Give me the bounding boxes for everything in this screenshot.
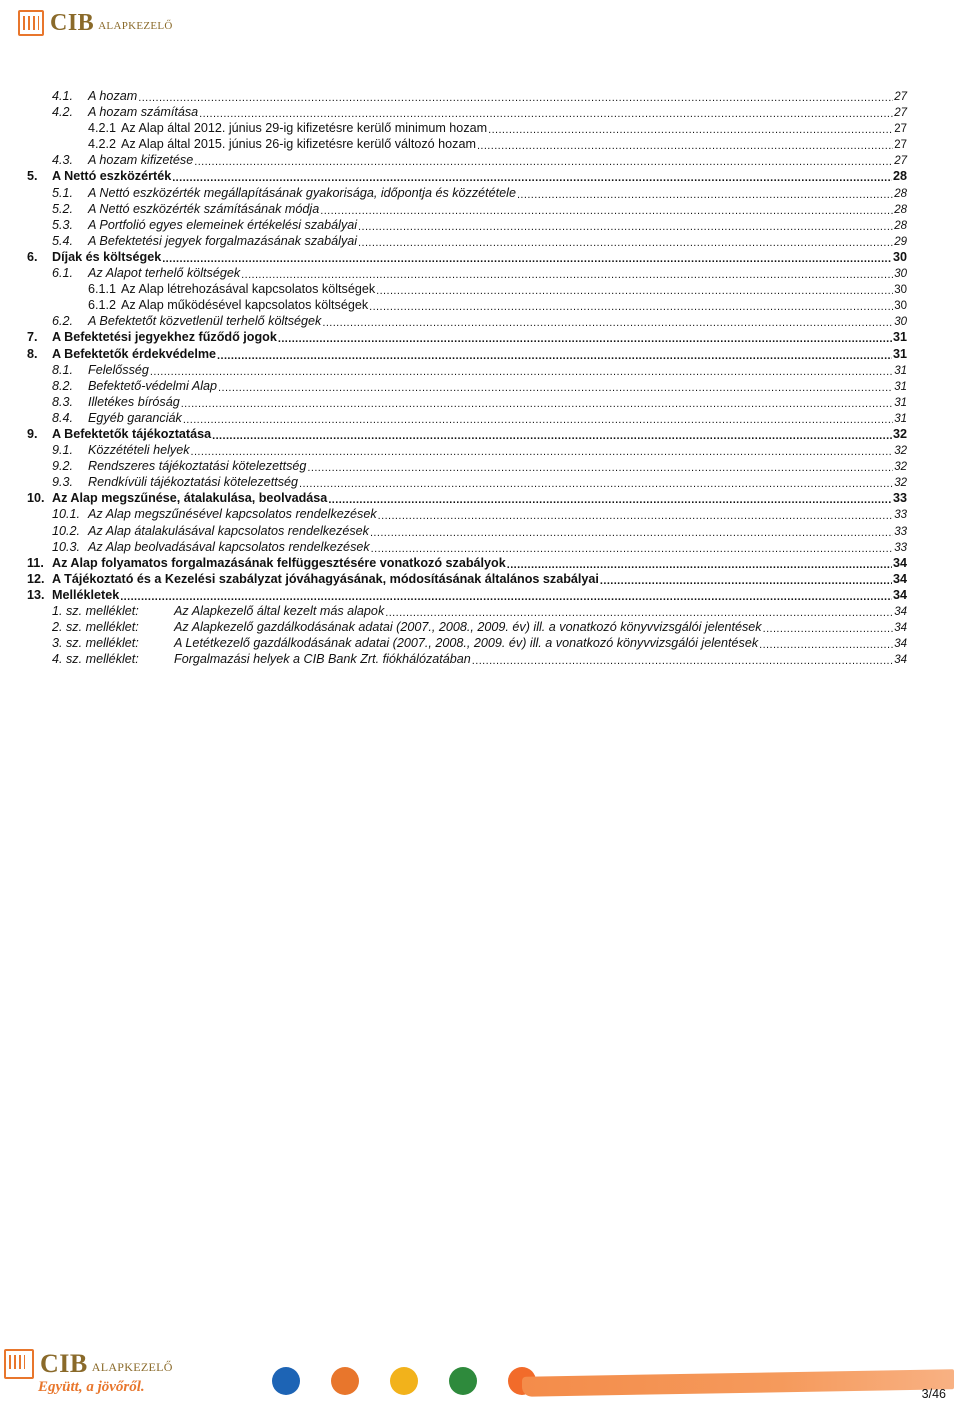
toc-dot-leader [212, 427, 892, 439]
toc-entry[interactable] [27, 104, 907, 120]
toc-entry-number: 8.1. [52, 362, 74, 377]
toc-entry-page: 27 [894, 123, 907, 136]
toc-entry[interactable] [27, 136, 907, 152]
toc-entry-page: 28 [892, 169, 907, 184]
toc-entry[interactable] [27, 539, 907, 555]
footer-slogan: Együtt, a jövőről. [38, 1379, 145, 1395]
footer-dot-icon [331, 1367, 359, 1395]
toc-entry[interactable] [27, 442, 907, 458]
toc-entry-page: 28 [894, 187, 907, 200]
toc-entry-number: 10.1. [52, 507, 81, 522]
toc-dot-leader [194, 153, 893, 165]
cib-logo-icon [4, 1349, 34, 1379]
toc-entry-title: A hozam kifizetése [88, 153, 194, 168]
toc-entry-page: 27 [894, 107, 907, 120]
toc-entry-number: 4.1. [52, 89, 74, 103]
toc-dot-leader [322, 314, 893, 326]
toc-entry-title: A hozam [88, 89, 138, 103]
toc-entry-page: 30 [894, 316, 907, 329]
toc-entry-number: 7. [27, 330, 38, 345]
toc-entry-number: 6.2. [52, 314, 74, 329]
toc-entry-number: 5.1. [52, 185, 74, 200]
toc-entry[interactable] [27, 281, 907, 297]
toc-entry[interactable] [27, 120, 907, 136]
toc-entry-title: Az Alap működésével kapcsolatos költségek [121, 298, 369, 313]
toc-entry[interactable] [27, 233, 907, 249]
toc-entry[interactable] [27, 185, 907, 201]
toc-entry-number: 6.1.1 [88, 282, 117, 297]
toc-entry-title: Közzétételi helyek [88, 443, 190, 458]
footer-dot-icon [272, 1367, 300, 1395]
toc-entry-title: A Nettó eszközérték megállapításának gyakorisága, időpontja és közzététele [88, 185, 516, 200]
toc-entry-title: Az Alapkezelő gazdálkodásának adatai (2007., 2008., 2009. év) ill. a vonatkozó könyvvizsgálói jelentések [174, 620, 762, 635]
toc-entry-page: 27 [894, 139, 907, 152]
toc-entry-title: A Nettó eszközérték számításának módja [88, 201, 320, 216]
toc-dot-leader [183, 411, 893, 423]
header-logo-sub: ALAPKEZELŐ [98, 20, 173, 32]
footer-logo-sub: ALAPKEZELŐ [91, 1359, 173, 1374]
header-logo-text: CIB [50, 9, 95, 36]
toc-entry-page: 31 [892, 346, 907, 361]
toc-entry-title: A Befektetési jegyek forgalmazásának szabályai [88, 233, 358, 248]
toc-entry[interactable] [27, 619, 907, 635]
toc-entry[interactable] [27, 474, 907, 490]
toc-entry-page: 27 [894, 155, 907, 168]
toc-entry-title: A Portfolió egyes elemeinek értékelési szabályai [88, 217, 358, 232]
toc-entry-page: 32 [894, 445, 907, 458]
toc-entry-page: 31 [894, 396, 907, 409]
toc-entry-number: 8. [27, 346, 38, 361]
toc-entry-number: 9.3. [52, 475, 74, 490]
toc-entry-number: 5.3. [52, 217, 74, 232]
toc-entry[interactable] [27, 651, 907, 667]
toc-dot-leader [217, 347, 892, 359]
toc-entry-page: 33 [894, 525, 907, 538]
toc-entry-title: Mellékletek [52, 587, 120, 602]
toc-dot-leader [369, 298, 893, 310]
toc-dot-leader [320, 202, 893, 214]
toc-entry[interactable] [27, 201, 907, 217]
toc-entry-page: 34 [892, 555, 907, 570]
toc-entry-number: 1. sz. melléklet: [52, 604, 139, 618]
toc-entry-title: A Befektetési jegyekhez fűződő jogok [52, 330, 277, 345]
toc-entry[interactable] [27, 587, 907, 603]
toc-entry-number: 12. [27, 571, 45, 586]
toc-entry[interactable] [27, 88, 907, 104]
toc-entry-title: Az Alap megszűnése, átalakulása, beolvadása [52, 491, 328, 506]
toc-entry-number: 11. [27, 555, 44, 570]
toc-entry-number: 10. [27, 491, 45, 506]
toc-dot-leader [120, 588, 892, 600]
toc-entry-page: 29 [894, 235, 907, 248]
footer-dot-icon [449, 1367, 477, 1395]
toc-entry-title: Díjak és költségek [52, 249, 162, 264]
toc-entry-number: 6. [27, 249, 38, 264]
toc-dot-leader [358, 234, 893, 246]
toc-dot-leader [371, 540, 894, 552]
toc-entry-number: 2. sz. melléklet: [52, 620, 139, 635]
toc-entry[interactable] [27, 313, 907, 329]
toc-entry-title: A hozam számítása [88, 105, 199, 120]
toc-dot-leader [162, 250, 892, 262]
toc-entry[interactable] [27, 603, 907, 619]
toc-entry-page: 34 [892, 587, 907, 602]
page-footer [0, 1335, 960, 1403]
toc-entry-title: Forgalmazási helyek a CIB Bank Zrt. fiókhálózatában [174, 652, 471, 667]
toc-dot-leader [763, 620, 894, 632]
toc-entry-title: Az Alap átalakulásával kapcsolatos rendelkezések [88, 523, 369, 538]
toc-dot-leader [472, 652, 893, 664]
toc-entry[interactable] [27, 152, 907, 168]
toc-entry[interactable] [27, 426, 907, 442]
toc-dot-leader [378, 507, 894, 519]
toc-entry-title: A Befektetők tájékoztatása [52, 426, 212, 441]
toc-entry-number: 6.1. [52, 266, 74, 281]
toc-dot-leader [191, 443, 894, 455]
toc-entry-title: Az Alap beolvadásával kapcsolatos rendelkezések [88, 539, 370, 554]
toc-entry-number: 4.2.2 [88, 137, 117, 152]
toc-entry-page: 31 [892, 330, 907, 345]
toc-entry[interactable] [27, 168, 907, 184]
toc-entry-title: Az Alapkezelő által kezelt más alapok [174, 604, 385, 618]
toc-entry-page: 30 [894, 284, 907, 297]
toc-entry-page: 34 [894, 654, 907, 667]
toc-entry[interactable] [27, 362, 907, 378]
toc-entry-number: 5. [27, 169, 38, 184]
toc-entry[interactable] [27, 523, 907, 539]
toc-entry[interactable] [27, 217, 907, 233]
toc-entry-page: 34 [892, 571, 907, 586]
toc-entry[interactable] [27, 378, 907, 394]
cib-logo-icon [18, 10, 44, 36]
toc-entry-number: 4.2. [52, 105, 74, 120]
toc-entry-title: Az Alap megszűnésével kapcsolatos rendelkezések [88, 507, 377, 522]
toc-entry-title: A Nettó eszközérték [52, 169, 172, 184]
toc-entry-page: 30 [894, 268, 907, 281]
toc-entry-page: 32 [894, 477, 907, 490]
toc-dot-leader [199, 105, 893, 117]
toc-dot-leader [299, 475, 893, 487]
toc-entry-number: 9.1. [52, 443, 74, 458]
toc-entry-number: 5.4. [52, 233, 74, 248]
toc-dot-leader [370, 524, 893, 536]
toc-dot-leader [759, 636, 893, 648]
toc-entry-page: 33 [894, 509, 907, 522]
toc-entry-title: A Letétkezelő gazdálkodásának adatai (2007., 2008., 2009. év) ill. a vonatkozó könyvvizsgálói jelentések [174, 636, 759, 651]
toc-dot-leader [385, 604, 893, 616]
toc-entry-number: 8.4. [52, 410, 74, 425]
toc-entry-page: 28 [894, 203, 907, 216]
toc-entry-page: 28 [894, 219, 907, 232]
toc-entry[interactable] [27, 346, 907, 362]
toc-entry[interactable] [27, 410, 907, 426]
footer-logo-text: CIB [40, 1349, 88, 1378]
toc-entry-title: Az Alap által 2015. június 26-ig kifizetésre kerülő változó hozam [121, 137, 476, 152]
toc-entry-title: Rendkívüli tájékoztatási kötelezettség [88, 475, 299, 490]
toc-entry[interactable] [27, 249, 907, 265]
table-of-contents [27, 88, 907, 667]
toc-entry-number: 13. [27, 587, 45, 602]
toc-entry-page: 34 [894, 606, 907, 618]
toc-entry-title: Illetékes bíróság [88, 394, 180, 409]
toc-dot-leader [150, 363, 893, 375]
toc-entry[interactable] [27, 394, 907, 410]
toc-entry-title: Az Alapot terhelő költségek [88, 266, 241, 281]
toc-entry-title: Egyéb garanciák [88, 410, 182, 425]
toc-entry-page: 27 [894, 91, 907, 103]
toc-entry-title: A Tájékoztató és a Kezelési szabályzat jóváhagyásának, módosításának általános szabályai [52, 571, 599, 586]
toc-dot-leader [278, 330, 892, 342]
toc-entry-number: 3. sz. melléklet: [52, 636, 139, 651]
toc-entry[interactable] [27, 555, 907, 571]
toc-dot-leader [328, 491, 892, 503]
toc-entry-title: Az Alap által 2012. június 29-ig kifizetésre kerülő minimum hozam [121, 121, 488, 136]
toc-entry[interactable] [27, 265, 907, 281]
toc-entry-page: 31 [894, 380, 907, 393]
toc-dot-leader [358, 218, 893, 230]
toc-dot-leader [241, 266, 893, 278]
toc-entry-page: 32 [894, 461, 907, 474]
toc-entry-number: 6.1.2 [88, 298, 117, 313]
toc-entry-page: 33 [894, 541, 907, 554]
toc-dot-leader [507, 556, 892, 568]
toc-dot-leader [517, 186, 893, 198]
toc-entry-number: 10.3. [52, 539, 81, 554]
toc-dot-leader [181, 395, 893, 407]
toc-entry-page: 31 [894, 412, 907, 425]
toc-entry-number: 10.2. [52, 523, 81, 538]
toc-entry-page: 30 [894, 300, 907, 313]
toc-entry-number: 4.3. [52, 153, 74, 168]
toc-dot-leader [600, 572, 892, 584]
toc-entry-number: 4. sz. melléklet: [52, 652, 139, 667]
toc-entry-page: 30 [892, 249, 907, 264]
toc-entry-number: 4.2.1 [88, 121, 117, 136]
toc-entry[interactable] [27, 297, 907, 313]
toc-entry-title: A Befektetőt közvetlenül terhelő költségek [88, 314, 322, 329]
toc-entry-number: 9. [27, 426, 38, 441]
toc-entry[interactable] [27, 506, 907, 522]
toc-entry-number: 8.3. [52, 394, 74, 409]
toc-entry-page: 32 [892, 426, 907, 441]
header-logo [18, 6, 173, 40]
toc-entry[interactable] [27, 571, 907, 587]
toc-entry[interactable] [27, 458, 907, 474]
toc-dot-leader [138, 89, 893, 101]
footer-orange-bar [522, 1369, 954, 1397]
page-number: 3/46 [921, 1387, 946, 1401]
toc-entry-title: Az Alap folyamatos forgalmazásának felfüggesztésére vonatkozó szabályok [52, 555, 506, 570]
toc-dot-leader [477, 137, 893, 149]
footer-logo [4, 1349, 173, 1379]
toc-dot-leader [307, 459, 893, 471]
toc-dot-leader [218, 379, 893, 391]
toc-entry-title: Felelősség [88, 362, 149, 377]
toc-entry-number: 9.2. [52, 459, 74, 474]
toc-entry[interactable] [27, 635, 907, 651]
toc-dot-leader [172, 169, 892, 181]
toc-entry-title: Az Alap létrehozásával kapcsolatos költségek [121, 282, 376, 297]
toc-entry-title: A Befektetők érdekvédelme [52, 346, 217, 361]
footer-dot-icon [390, 1367, 418, 1395]
toc-entry[interactable] [27, 490, 907, 506]
toc-entry-page: 34 [894, 622, 907, 635]
toc-entry[interactable] [27, 329, 907, 345]
toc-entry-page: 34 [894, 638, 907, 651]
toc-entry-number: 8.2. [52, 378, 74, 393]
toc-entry-number: 5.2. [52, 201, 74, 216]
toc-dot-leader [376, 282, 893, 294]
toc-entry-title: Rendszeres tájékoztatási kötelezettség [88, 459, 307, 474]
toc-entry-page: 31 [894, 364, 907, 377]
toc-entry-page: 33 [892, 491, 907, 506]
toc-dot-leader [488, 121, 893, 133]
toc-entry-title: Befektető-védelmi Alap [88, 378, 218, 393]
